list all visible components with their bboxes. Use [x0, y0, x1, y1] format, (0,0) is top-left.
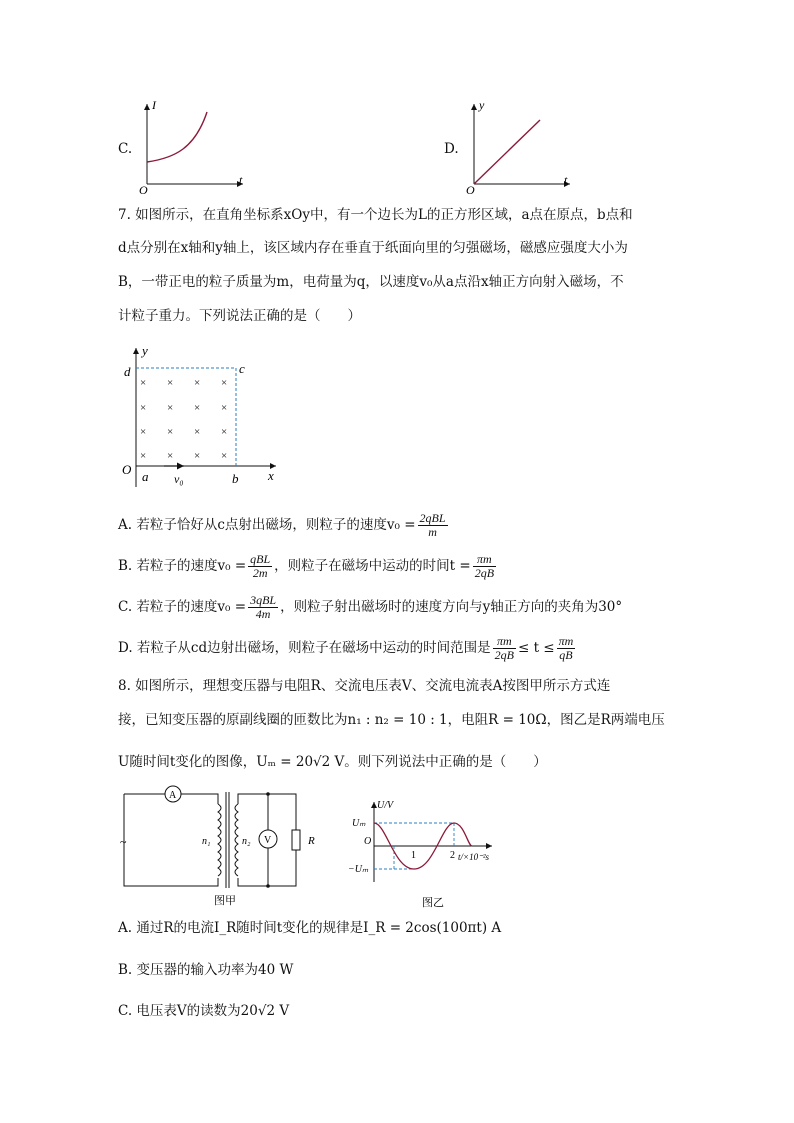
resistor: [292, 830, 300, 850]
svg-text:×: ×: [221, 402, 228, 414]
primary-coil: [218, 804, 221, 876]
svg-text:×: ×: [167, 450, 174, 462]
svg-text:×: ×: [221, 377, 228, 389]
magnetic-field-marks: [140, 377, 227, 462]
q6-option-c-label: C.: [118, 141, 133, 157]
svg-text:×: ×: [194, 402, 201, 414]
svg-text:×: ×: [221, 450, 228, 462]
svg-text:×: ×: [221, 426, 228, 438]
v0-label: v₀: [174, 472, 184, 486]
voltmeter-label: V: [264, 835, 272, 846]
svg-text:×: ×: [194, 426, 201, 438]
y-axis-label: U/V: [377, 800, 394, 811]
y-axis-label: I: [152, 98, 156, 112]
n1-label: n₁: [202, 836, 211, 847]
origin-label: O: [466, 183, 475, 196]
origin-label: O: [364, 836, 372, 847]
ac-source-label: ~: [120, 835, 127, 849]
origin-label: O: [139, 183, 148, 196]
um-label: Uₘ: [352, 818, 366, 829]
secondary-coil: [235, 804, 238, 876]
svg-text:×: ×: [167, 426, 174, 438]
figure-b-caption: 图乙: [422, 897, 444, 909]
q8-circuit-figure: [118, 784, 328, 910]
a-label: a: [142, 469, 149, 484]
figure-a-caption: 图甲: [214, 895, 236, 907]
q8-option-a[interactable]: A. 通过R的电流I_R随时间t变化的规律是I_R = 2cos(100πt) A: [118, 920, 502, 936]
q7-figure: [116, 342, 286, 492]
q7-option-d[interactable]: D. 若粒子从cd边射出磁场，则粒子在磁场中运动的时间范围是 $\frac{\pi m}{2qB}$ ≤ t ≤ $\frac{\pi m}{qB}$: [118, 634, 574, 662]
q7-option-b[interactable]: B. 若粒子的速度v₀ = $\frac{\text{qBL}}{2m}$ ，则粒子在磁场中运动的时间t = $\frac{\pi m}{2qB}$: [118, 552, 495, 580]
svg-text:×: ×: [140, 377, 147, 389]
q8-option-c[interactable]: C. 电压表V的读数为20√2 V: [118, 1003, 290, 1019]
q6-option-d-label: D.: [444, 141, 459, 157]
line: [474, 120, 540, 184]
resistor-label: R: [308, 835, 315, 847]
q8-stem-line3: U随时间t变化的图像，Uₘ = 20√2 V。则下列说法中正确的是（ ）: [118, 754, 547, 770]
q8-stem-line1: 8. 如图所示，理想变压器与电阻R、交流电压表V、交流电流表A按图甲所示方式连: [118, 678, 611, 694]
svg-text:×: ×: [194, 377, 201, 389]
q7-stem-line3: B，一带正电的粒子质量为m，电荷量为q，以速度v₀从a点沿x轴正方向射入磁场，不: [118, 274, 624, 290]
q6-graph-c: [135, 96, 255, 196]
x-label: x: [268, 468, 274, 483]
q6-graph-d: [462, 96, 582, 196]
q8-voltage-graph: [344, 796, 504, 910]
q8-option-b[interactable]: B. 变压器的输入功率为40 W: [118, 962, 294, 978]
q7-stem-line2: d点分别在x轴和y轴上，该区域内存在垂直于纸面向里的匀强磁场，磁感应强度大小为: [118, 240, 628, 256]
origin-label: O: [122, 462, 132, 477]
x-axis-label: t: [239, 173, 243, 187]
q7-option-c[interactable]: C. 若粒子的速度v₀ = $\frac{\text{3qBL}}{4m}$ ，则粒子射出磁场时的速度方向与y轴正方向的夹角为30°: [118, 593, 623, 621]
y-label: y: [142, 343, 148, 358]
x-axis-label: t: [564, 173, 568, 187]
tick-1: 1: [411, 850, 416, 861]
d-label: d: [124, 364, 131, 379]
q7-stem-line1: 7. 如图所示，在直角坐标系xOy中，有一个边长为L的正方形区域，a点在原点，b点和: [118, 207, 633, 223]
ammeter-label: A: [169, 790, 177, 801]
x-axis-label: t/×10⁻²s: [458, 852, 490, 862]
tick-2: 2: [450, 850, 455, 861]
svg-text:×: ×: [194, 450, 201, 462]
svg-text:×: ×: [167, 402, 174, 414]
curve: [147, 112, 207, 162]
n2-label: n₂: [242, 836, 251, 847]
svg-text:×: ×: [140, 426, 147, 438]
svg-text:×: ×: [140, 402, 147, 414]
svg-text:×: ×: [167, 377, 174, 389]
q8-stem-line2: 接，已知变压器的原副线圈的匝数比为n₁ : n₂ = 10 : 1，电阻R = 10Ω，图乙是R两端电压: [118, 712, 665, 728]
neg-um-label: −Uₘ: [348, 864, 369, 875]
y-axis-label: y: [479, 98, 485, 112]
svg-text:×: ×: [140, 450, 147, 462]
q7-option-a[interactable]: A. 若粒子恰好从c点射出磁场，则粒子的速度v₀ = $\frac{\text{2qBL}}{m}$: [118, 511, 446, 539]
b-label: b: [232, 471, 239, 486]
c-label: c: [239, 361, 245, 376]
q7-stem-line4: 计粒子重力。下列说法正确的是（ ）: [118, 308, 361, 324]
